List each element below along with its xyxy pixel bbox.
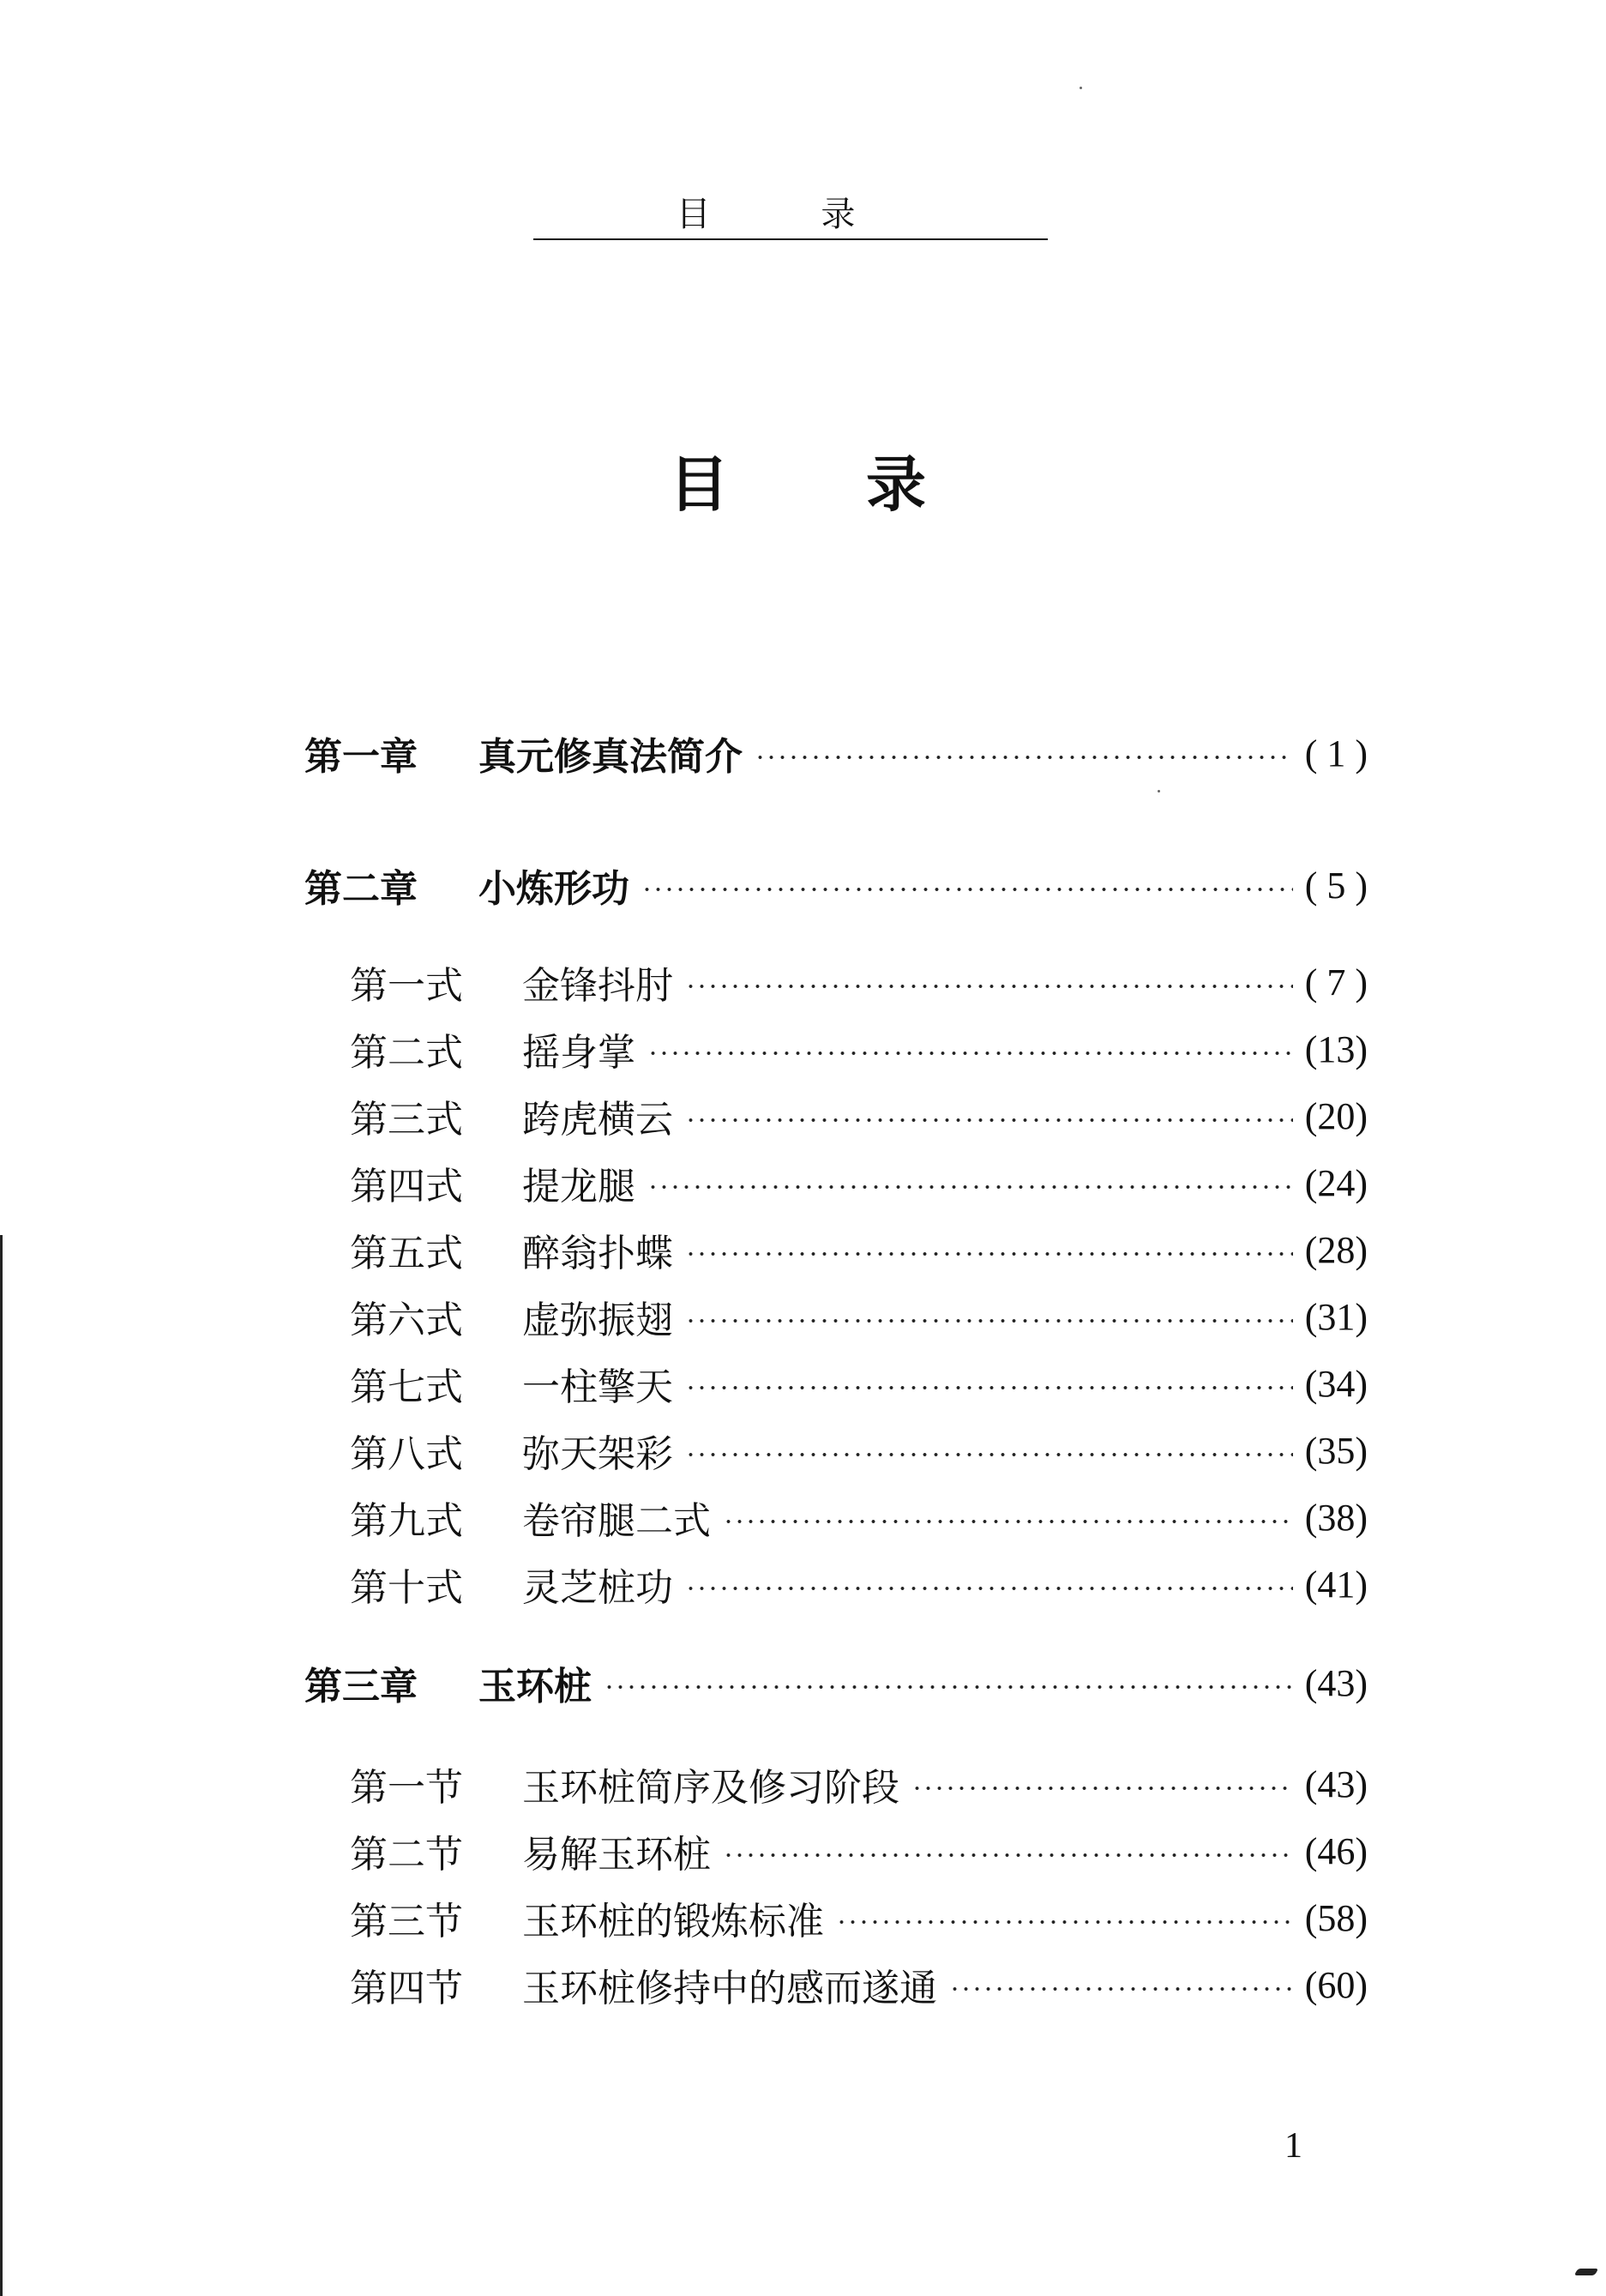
toc-page-ref: (41) [1304, 1563, 1368, 1606]
toc-chapter-row [304, 1655, 1368, 1710]
toc-entry-row [350, 955, 1368, 1009]
toc-title: 金锋抖肘 [522, 964, 673, 1008]
dot-leader [685, 1586, 1293, 1591]
toc-entry-row [350, 1423, 1368, 1478]
toc-title: 易解玉环桩 [522, 1833, 711, 1877]
dot-leader [685, 1452, 1293, 1457]
page-title-right: 录 [866, 449, 926, 520]
dot-leader [723, 1853, 1293, 1858]
toc-page-ref: ( 1 ) [1304, 732, 1368, 774]
toc-number: 第八式 [350, 1432, 463, 1476]
running-header: 目 录 [676, 195, 905, 234]
dot-leader [641, 887, 1293, 892]
toc-chapter-row [304, 726, 1368, 780]
toc-number: 第二节 [350, 1833, 463, 1877]
toc-entry-row [350, 1757, 1368, 1811]
dot-leader [685, 1385, 1293, 1390]
toc-title: 小炼形功 [478, 867, 629, 911]
toc-entry-row [350, 1957, 1368, 2012]
toc-number: 第七式 [350, 1365, 463, 1409]
toc-page-ref: (38) [1304, 1496, 1368, 1539]
toc-title: 醉翁扑蝶 [522, 1232, 673, 1275]
toc-number: 第一节 [350, 1766, 463, 1810]
toc-entry-row [350, 1890, 1368, 1945]
toc-page-ref: (34) [1304, 1362, 1368, 1405]
toc-entry-row [350, 1088, 1368, 1143]
toc-title: 跨虎横云 [522, 1098, 673, 1142]
toc-page-ref: (43) [1304, 1661, 1368, 1704]
toc-entry-row [350, 1557, 1368, 1612]
toc-page-ref: ( 5 ) [1304, 864, 1368, 907]
toc-page-ref: (46) [1304, 1829, 1368, 1872]
toc-page-ref: ( 7 ) [1304, 961, 1368, 1003]
toc-page-ref: (28) [1304, 1228, 1368, 1271]
toc-entry-row [350, 1823, 1368, 1878]
toc-number: 第九式 [350, 1499, 463, 1543]
toc-page-ref: (20) [1304, 1094, 1368, 1137]
toc-number: 第三章 [304, 1665, 418, 1708]
dot-leader [949, 1986, 1293, 1992]
toc-number: 第二章 [304, 867, 418, 911]
toc-page-ref: (24) [1304, 1161, 1368, 1204]
dot-leader [723, 1519, 1293, 1524]
toc-title: 弥天架彩 [522, 1432, 673, 1476]
toc-page-ref: (13) [1304, 1027, 1368, 1070]
toc-number: 第六式 [350, 1299, 463, 1342]
dot-leader [647, 1184, 1293, 1190]
toc-page-ref: (43) [1304, 1763, 1368, 1805]
dot-leader [685, 1251, 1293, 1256]
toc-title: 卷帘腿二式 [522, 1499, 711, 1543]
toc-title: 灵芝桩功 [522, 1566, 673, 1610]
toc-entry-row [350, 1356, 1368, 1411]
toc-number: 第一式 [350, 964, 463, 1008]
page-number: 1 [1284, 2126, 1302, 2166]
toc-title: 摇身掌 [522, 1031, 635, 1075]
toc-number: 第五式 [350, 1232, 463, 1275]
toc-number: 第三式 [350, 1098, 463, 1142]
toc-number: 第二式 [350, 1031, 463, 1075]
dot-leader [836, 1919, 1293, 1925]
toc-number: 第一章 [304, 735, 418, 779]
toc-page-ref: (35) [1304, 1429, 1368, 1472]
dot-leader [755, 755, 1293, 760]
toc-entry-row [350, 1289, 1368, 1344]
toc-page-ref: (60) [1304, 1963, 1368, 2006]
toc-title: 玉环桩 [478, 1665, 592, 1708]
toc-title: 玉环桩修持中的感而遂通 [522, 1967, 937, 2010]
toc-number: 第三节 [350, 1900, 463, 1943]
dot-leader [685, 1118, 1293, 1123]
toc-title: 玉环桩简序及修习阶段 [522, 1766, 899, 1810]
toc-entry-row [350, 1490, 1368, 1545]
toc-title: 一柱擎天 [522, 1365, 673, 1409]
dot-leader [685, 1318, 1293, 1323]
page-title-left: 目 [669, 449, 729, 520]
toc-page-ref: (31) [1304, 1295, 1368, 1338]
toc-title: 提龙腿 [522, 1165, 635, 1208]
toc-number: 第十式 [350, 1566, 463, 1610]
toc-page-ref: (58) [1304, 1896, 1368, 1939]
dot-leader [685, 984, 1293, 989]
toc-entry-row [350, 1021, 1368, 1076]
toc-number: 第四节 [350, 1967, 463, 2010]
dot-leader [647, 1051, 1293, 1056]
dot-leader [911, 1786, 1293, 1791]
toc-number: 第四式 [350, 1165, 463, 1208]
toc-entry-row [350, 1155, 1368, 1210]
toc-title: 真元修真法简介 [478, 735, 743, 779]
toc-title: 玉环桩的锻炼标准 [522, 1900, 824, 1943]
toc-title: 虚弥振翅 [522, 1299, 673, 1342]
dot-leader [604, 1684, 1293, 1690]
toc-chapter-row [304, 858, 1368, 913]
toc-entry-row [350, 1222, 1368, 1277]
